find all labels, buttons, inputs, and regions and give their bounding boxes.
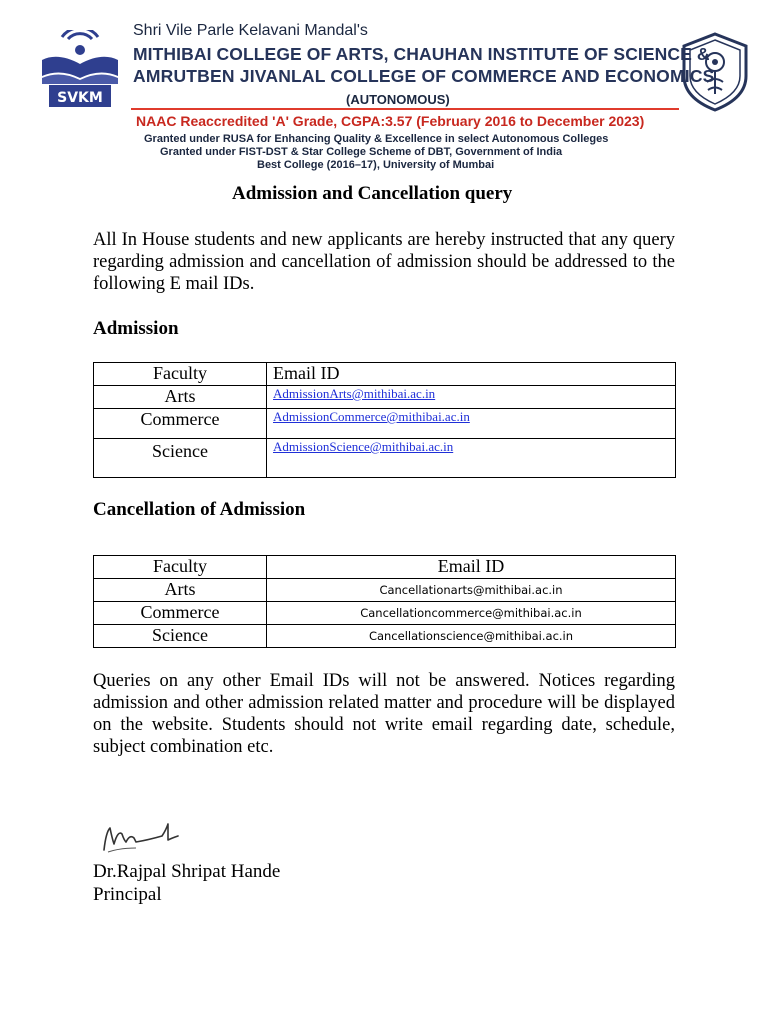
faculty-cell: Science — [94, 625, 267, 648]
table-row — [94, 579, 676, 602]
table-row — [94, 409, 676, 439]
admission-heading: Admission — [93, 318, 179, 339]
table-row — [94, 602, 676, 625]
svkm-logo — [38, 30, 122, 110]
signature — [96, 814, 186, 860]
admission-arts-email-link[interactable]: AdmissionArts@mithibai.ac.in — [273, 386, 436, 401]
letterhead-divider — [131, 108, 679, 110]
svkm-logo-text: SVKM — [57, 90, 103, 106]
cancellation-commerce-email: Cancellationcommerce@mithibai.ac.in — [267, 602, 676, 625]
cancellation-heading: Cancellation of Admission — [93, 499, 306, 520]
signatory-name: Dr.Rajpal Shripat Hande — [93, 861, 281, 882]
faculty-header: Faculty — [94, 556, 267, 579]
faculty-cell: Arts — [94, 386, 267, 409]
admission-commerce-email-link[interactable]: AdmissionCommerce@mithibai.ac.in — [273, 409, 470, 424]
signatory-title: Principal — [93, 884, 162, 905]
intro-paragraph: All In House students and new applicants are hereby instructed that any query regarding admission and cancellation of admission should be addressed to the following E mail IDs. — [93, 230, 675, 294]
autonomous-label: (AUTONOMOUS) — [346, 92, 450, 107]
admission-science-email-link[interactable]: AdmissionScience@mithibai.ac.in — [273, 439, 454, 454]
best-college-award: Best College (2016–17), University of Mumbai — [257, 159, 495, 171]
faculty-cell: Commerce — [94, 602, 267, 625]
email-header: Email ID — [267, 363, 676, 386]
document-title: Admission and Cancellation query — [232, 183, 513, 204]
fist-grant: Granted under FIST-DST & Star College Scheme of DBT, Government of India — [160, 146, 563, 158]
cancellation-arts-email: Cancellationarts@mithibai.ac.in — [267, 579, 676, 602]
table-row — [94, 625, 676, 648]
closing-paragraph: Queries on any other Email IDs will not be answered. Notices regarding admission and other admission related matter and procedure will be displayed on the website. Students should not write email regarding date, schedule, subject combination etc. — [93, 671, 675, 757]
cancellation-email-table — [93, 555, 676, 648]
mandal-name: Shri Vile Parle Kelavani Mandal's — [133, 22, 368, 39]
college-seal-icon — [680, 32, 750, 112]
college-name-line2: AMRUTBEN JIVANLAL COLLEGE OF COMMERCE AND ECONOMICS — [133, 66, 715, 86]
email-header: Email ID — [267, 556, 676, 579]
admission-email-table — [93, 362, 676, 478]
table-header-row — [94, 363, 676, 386]
faculty-cell: Commerce — [94, 409, 267, 439]
naac-grade: NAAC Reaccredited 'A' Grade, CGPA:3.57 (February 2016 to December 2023) — [136, 113, 645, 129]
faculty-header: Faculty — [94, 363, 267, 386]
faculty-cell: Science — [94, 439, 267, 478]
table-row — [94, 439, 676, 478]
cancellation-science-email: Cancellationscience@mithibai.ac.in — [267, 625, 676, 648]
rusa-grant: Granted under RUSA for Enhancing Quality & Excellence in select Autonomous Colleges — [144, 133, 609, 145]
table-header-row — [94, 556, 676, 579]
table-row — [94, 386, 676, 409]
faculty-cell: Arts — [94, 579, 267, 602]
college-name-line1: MITHIBAI COLLEGE OF ARTS, CHAUHAN INSTITUTE OF SCIENCE & — [133, 44, 710, 64]
